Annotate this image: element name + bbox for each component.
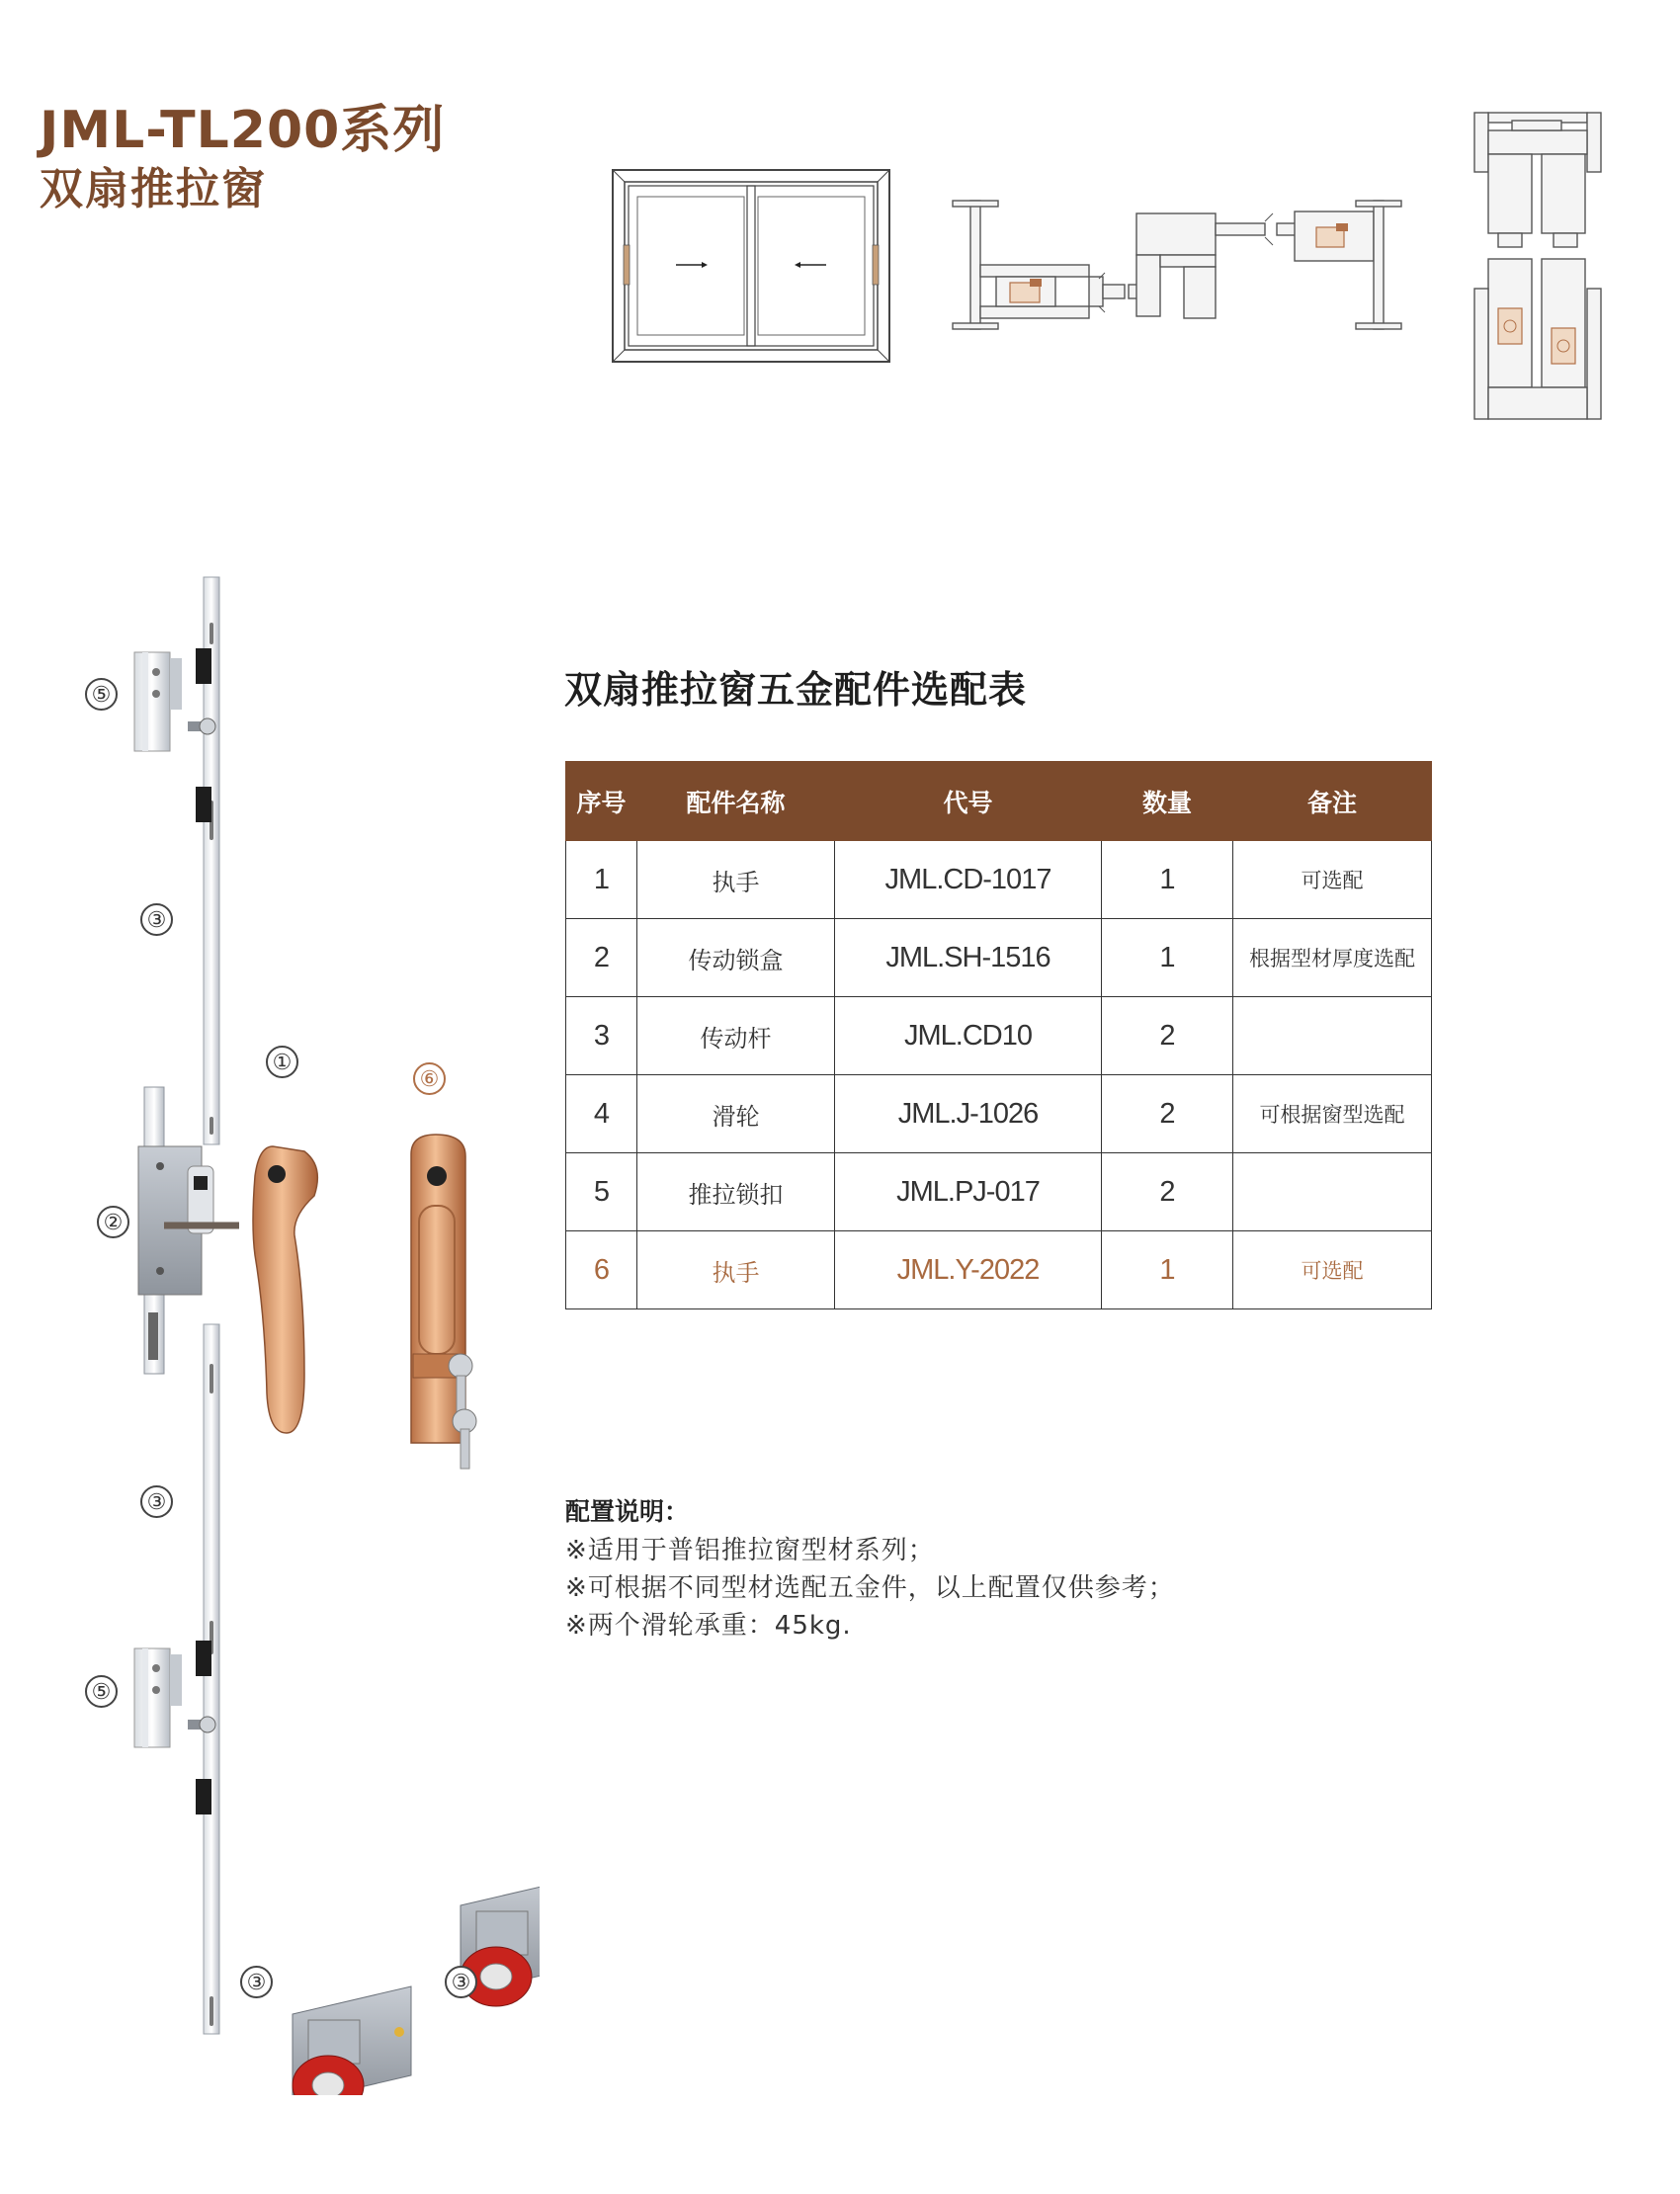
callout-2: ②	[97, 1206, 129, 1238]
hardware-fitting-table	[565, 761, 1432, 1309]
table-row	[566, 997, 1432, 1075]
callout-6: ⑥	[413, 1062, 446, 1095]
table-row	[566, 841, 1432, 919]
cell-code: JML.CD-1017	[835, 841, 1102, 919]
callout-3-lower: ③	[140, 1485, 173, 1518]
upper-transmission-rod	[188, 577, 219, 1144]
col-header-qty: 数量	[1102, 762, 1233, 841]
col-header-no: 序号	[566, 762, 637, 841]
table-header-row	[566, 762, 1432, 841]
callout-1: ①	[266, 1046, 298, 1078]
cell-note	[1233, 997, 1432, 1075]
cell-qty: 1	[1102, 919, 1233, 997]
note-line: ※两个滑轮承重：45kg.	[565, 1611, 852, 1641]
callout-5-bottom: ⑤	[85, 1675, 118, 1708]
cell-name: 滑轮	[637, 1075, 835, 1153]
cell-qty: 2	[1102, 1153, 1233, 1231]
hardware-illustration	[125, 573, 540, 2095]
cell-no: 3	[566, 997, 637, 1075]
cell-no: 5	[566, 1153, 637, 1231]
window-elevation-drawing	[611, 168, 893, 366]
lower-transmission-rod	[188, 1324, 219, 2034]
table-title: 双扇推拉窗五金配件选配表	[564, 668, 1028, 712]
cell-qty: 1	[1102, 841, 1233, 919]
table-row	[566, 1153, 1432, 1231]
series-title: JML-TL200系列	[40, 101, 446, 160]
callout-3-upper: ③	[140, 903, 173, 936]
cell-no: 1	[566, 841, 637, 919]
cell-no: 6	[566, 1231, 637, 1309]
product-title: 双扇推拉窗	[40, 164, 267, 214]
notes-title: 配置说明：	[565, 1497, 690, 1526]
cell-name: 执手	[637, 1231, 835, 1309]
callout-5-top: ⑤	[85, 678, 118, 711]
cell-note: 可根据窗型选配	[1233, 1075, 1432, 1153]
horizontal-profile-section	[951, 196, 1419, 334]
cell-name: 推拉锁扣	[637, 1153, 835, 1231]
cell-no: 2	[566, 919, 637, 997]
cell-name: 传动杆	[637, 997, 835, 1075]
upper-lock-keeper	[134, 652, 182, 751]
cell-code: JML.SH-1516	[835, 919, 1102, 997]
callout-3-pulley-left: ③	[240, 1966, 273, 1998]
cell-note	[1233, 1153, 1432, 1231]
cell-qty: 2	[1102, 997, 1233, 1075]
cell-qty: 1	[1102, 1231, 1233, 1309]
cell-note: 可选配	[1233, 1231, 1432, 1309]
cell-no: 4	[566, 1075, 637, 1153]
col-header-code: 代号	[835, 762, 1102, 841]
handle-6	[411, 1135, 476, 1469]
col-header-note: 备注	[1233, 762, 1432, 841]
cell-note: 根据型材厚度选配	[1233, 919, 1432, 997]
note-line: ※适用于普铝推拉窗型材系列；	[565, 1536, 935, 1565]
table-row-highlighted	[566, 1231, 1432, 1309]
table-row	[566, 919, 1432, 997]
vertical-profile-section	[1472, 111, 1605, 425]
cell-qty: 2	[1102, 1075, 1233, 1153]
cell-name: 传动锁盒	[637, 919, 835, 997]
col-header-name: 配件名称	[637, 762, 835, 841]
lower-lock-keeper	[134, 1648, 182, 1747]
cell-note: 可选配	[1233, 841, 1432, 919]
cell-name: 执手	[637, 841, 835, 919]
callout-3-pulley-right: ③	[445, 1966, 477, 1998]
transmission-lock-box	[138, 1087, 213, 1374]
note-line: ※可根据不同型材选配五金件，以上配置仅供参考；	[565, 1573, 1175, 1603]
pulley-left	[293, 1986, 411, 2095]
cell-code: JML.Y-2022	[835, 1231, 1102, 1309]
cell-code: JML.CD10	[835, 997, 1102, 1075]
cell-code: JML.PJ-017	[835, 1153, 1102, 1231]
cell-code: JML.J-1026	[835, 1075, 1102, 1153]
table-row	[566, 1075, 1432, 1153]
